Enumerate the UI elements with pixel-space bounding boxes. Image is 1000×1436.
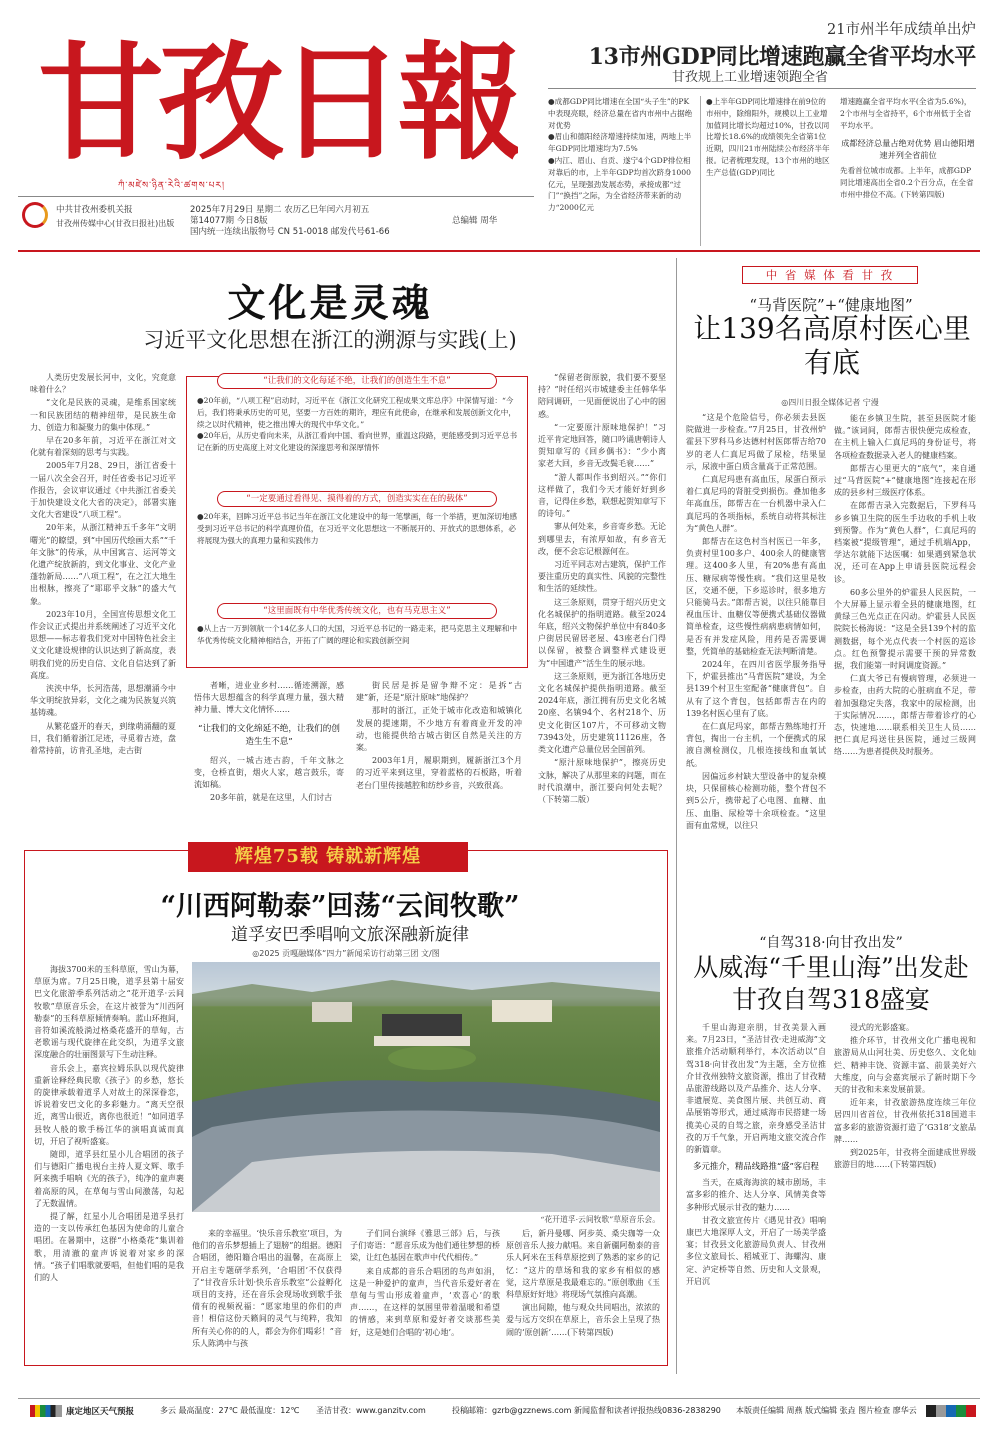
masthead-title: 甘孜日報: [38, 29, 518, 177]
feature-banner: 辉煌75载 铸就新辉煌: [188, 842, 468, 872]
footer-weather: 康定地区天气预报: [66, 1407, 135, 1417]
col-divider: [700, 96, 701, 246]
right-story-col1: “这是个危险信号，你必须去县医院做进一步检查。”7月25日，甘孜州炉霍县下罗科马乡达德村村医郎帮吉给70岁的老人仁真尼玛做了尿检，结果显示，尿液中蛋白质含量高于正常范围。 仁真尼玛患有高血压，尿蛋白预示着仁真尼玛的肾脏受到损伤。叠加他多年高血压，郎帮吉在一台机器中录入仁真尼玛的各项指标，系统自动将其标注为“黄色人群”。 郎帮吉在这色村当村医已一年多，负责村里100多户、400余人的健康管理。这400多人里，有20%患有高血压、糖尿病等慢性病。“我们这里是牧区，交通不便，下乡巡诊时，很多地方只能骑马去。”郎帮吉说，以往只能靠目视血压计、血糖仪等便携式基础仪器做简单检查，这些慢性病病患病情如何，是否有并发症风险，用药是否需要调整，凭简单的基础检查无法判断清楚。 2024年，在四川省医学服务指导下，炉霍县推出“马背医院”建设，为全县139个村卫生室配备“健康背包”。自从有了这个背包，包括郎帮吉在内的139名村医心里有了底。 在仁真尼玛家，郎帮吉熟练地打开背包，掏出一台主机，一个便携式的尿液自测检测仪，几根连接线和血氧试纸。 因偏远乡村缺大型设备中的复杂模块，只保留核心检测功能，整个背包不到5公斤，携带起了心电图、血糖、血压、血脂、尿检等十余项检查。“这里面有血常规，以往只: [686, 413, 826, 830]
feature-headline: “川西阿勒泰”回荡“云间牧歌”: [160, 891, 520, 922]
feature-col3: 子们同台演绎《雅思三部》后，与孩子们寄语：“愿音乐成为他们通往梦想的桥梁，让红色基因在歌声中代代相传。” 来自成都的音乐合唱团的鸟声如涓，这是一种爱护的童声，当代音乐爱好者在草甸与雪山形成着童声，‘欢喜心’的歌声……，在这样的氛围里带着温暖和希望的情感，来到草原和爱好者交谈那些美好，这是她们合唱的‘初心地’。: [350, 1229, 500, 1337]
lead-subhead: 习近平文化思想在浙江的溯源与实践(上): [143, 328, 517, 352]
feature-photo-caption: “花开道孚·云间牧歌”草原音乐会。: [540, 1215, 660, 1224]
right-story-col2: 能在乡镇卫生院，甚至县医院才能做。”该词间，郎帮吉很快便完成检查，在主机上输入仁真尼玛的身份证号，将各项检查数据录入老人的健康档案。 郎帮吉心里更大的“底气”，来自通过“马背医院”+“健康地图”连接起在形成的县乡村三级医疗体系。 在郎帮吉录入完数据后，下罗科马乡乡镇卫生院的医生手边收的手机上收到预警。作为“黄色人群”，仁真尼玛的档案被“提级管理”，通过手机端App，学达尔就能下达医嘱：如果遇到紧急状况，还可在App上申请县医院远程会诊。 60多公里外的炉霍县人民医院，一个大屏幕上显示着全县的健康地图，红黄绿三色光点正在闪动。炉霍县人民医院院长杨海说：“这是全县139个村的监测数据，每个光点代表一个村医的巡诊点。红色预警提示需要干预的异常数据，我们能第一时间调度资源。” 仁真大爷已有慢病管理，必须进一步检查，由药大院的心脏病血不足，带着加强稳定失落，我家中的尿检测，出于实际情况……，郎帮吉带着诊疗的心态，快速地……联系相关卫生人员……把仁真尼玛送往县医院，通过三级网络……为患者提供及时服务。: [834, 414, 976, 757]
publisher-logo-icon: [22, 202, 48, 228]
color-bar-right-icon: [926, 1405, 976, 1417]
top-story-right-col: 增速跑赢全省平均水平(全省为5.6%)，2个市州与全省持平，6个市州低于全省平均水平。 成都经济总量占绝对优势 眉山德阳增速并列全省前位 先看首位城市成都。上半年，成都GDP同比增速高出全省0.2个百分点，在全省市州中排位不高。(下转第四版): [840, 97, 975, 199]
footer-site: 圣洁甘孜：www.ganzitv.com: [316, 1406, 426, 1415]
footer-editors: 本版责任编辑 周燕 版式编辑 张垚 图片检查 廖华云: [736, 1406, 917, 1415]
feature-col4: 后，新丹曼哪、阿步英、桑尖珈等一众原创音乐人接力献唱。来自新疆阿勒泰的音乐人阿米在玉科草原挖到了熟悉的家乡的记忆：“这片的草场和我的家乡有相似的感觉，这片草原是我最难忘的。”原创歌曲《玉科草原好好地》将现场气氛推向高潮。 演出间隙，他与观众共同唱出，浓浓的爱与远方交织在草原上，音乐会上呈现了热闹的‘原创新’……(下转第四版): [506, 1229, 660, 1337]
second-story-col1: 千里山海迎亲朋，甘孜美景入画来。7月23日，“圣洁甘孜·走进威海”文旅推介活动顺利举行，本次活动以“自驾318·向甘孜出发”为主题，全方位推介甘孜州独特文旅资源，推出了甘孜精品旅游线路以及产品推介、达人分享、非遗展览、美食图片展、共创互动、商品展销等形式，通过威海市民搭建一场揽美心灵的自驾之旅，亲身感受圣洁甘孜的万千气象，开启两地文旅交流合作的新篇章。 多元推介，精品线路推“盛”客启程 当天，在威海海滨的城市剧场，丰富多彩的推介、达人分享、风情美食等多种形式展示甘孜的魅力…… 甘孜文旅宣传片《遇见甘孜》唱响康巴大地深厚人文，开启了一场美学盛宴；甘孜县文化旅游局负责人、甘孜州多位文旅局长、稻城亚丁、海螺沟、康定、泸定桥等自然、历史和人文景观，开启沉: [686, 1023, 826, 1286]
lead-summary-box: [186, 376, 528, 668]
publisher-line1: 中共甘孜州委机关报: [56, 205, 133, 215]
right-story-headline: 让139名高原村医心里有底: [693, 312, 971, 379]
lead-col1: 人类历史发展长河中，文化，究竟意味着什么？ “文化是民族的灵魂，是维系国家统一和民族团结的精神纽带，是民族生命力、创造力和凝聚力的集中体现。” 早在20多年前，习近平在浙江对文化就有着深刻的思考与实践。 2005年7月28、29日，浙江省委十一届八次全会召开，时任省委书记习近平作报告，会议审议通过《中共浙江省委关于加快建设文化大省的决定》，部署实施文化大省建设“八项工程”。 20年来，从浙江精神五千多年“文明曙光”的瞭望，到“中国历代绘画大系”“千年文脉”的传承，从中国寓言、运河等文化遗产绽放新韵，到文化事业、文化产业蓬勃新局……“八项工程”，在之江大地生出根脉，擦亮了“耶耶乎文脉”的盛大气象。 2023年10月，全国宣传思想文化工作会议正式提出并系统阐述了习近平文化思想——标志着我们党对中国特色社会主义文化建设规律的认识达到了新高度，表明我们党的历史自信、文化自信达到了新高度。 浃浃中华，长河浩荡，思想潮涌今中华文明绽放异彩，文化之魂为民族复兴筑基铸魂。 从繁花盛开的春天，到缘萌涌翻的夏日，我们循着浙江足迹，寻觅着古迹，盘着常持前，访肯孔圣地，走古街: [30, 373, 176, 756]
masthead-bottom-rule: [18, 250, 980, 252]
box-body-1: ●20年前，“八项工程”启动时，习近平在《浙江文化研究工程成果文库总序》中深情写道：“今后，我们将秉承历史的可见，坚要一方百姓的期许，理应有此使命，在继承和发展创新文化中，续之以时代精神，使之推出博大的现代中华文化。” ●20年后，从历史看向未来，从浙江看向中国、看向世界，重温这段路，更能感受到习近平总书记在新的历史高度上对文化建设的深邃思考和深厚情怀: [197, 396, 518, 453]
top-story-rule: [548, 88, 976, 89]
top-story-bullets-mid: ●上半年GDP同比增速排在前9位的市州中，除绵阳外，规模以上工业增加值同比增长均超过10%，甘孜以同比增长18.6%的成绩领先全省第1位 近期，四川21市州陆续公布经济半年报。记者梳理发现，13个市州的地区生产总值(GDP)同比: [706, 97, 830, 177]
issue-line: 第14077期 今日8版: [190, 216, 268, 226]
box-body-2: ●20年来，回眸习近平总书记当年在浙江文化建设中的每一笔擘画，每一个举措，更加深切地感受到习近平总书记的科学真理价值，在习近平文化思想这一不断展开的、开放式的思想体系，必将展现为强大的真理力量和实践伟力: [197, 512, 518, 545]
footer-email: 投稿邮箱：gzrb@gzznews.com: [452, 1406, 572, 1415]
lead-col-mid: 者晰，进业业乡村……循迹溯源，感悟伟大思想蕴含的科学真理力量，强大精神力量、博大文化情怀…… “让我们的文化绵延不绝，让我们的创造生生不息” 绍兴，一城古迹古韵，千年文脉之变，仓桥直街，烟火人家，越言鼓乐，寄流如稿。 20多年前，就是在这里，人们讨古: [194, 681, 344, 803]
box-title-3: “这里面既有中华优秀传统文化，也有马克思主义”: [217, 603, 497, 619]
footer-hotline: 新闻监督和读者评报热线0836-2838290: [574, 1406, 721, 1415]
lead-headline: 文化是灵魂: [227, 280, 433, 325]
publisher-line2: 甘孜州传媒中心(甘孜日报社)出版: [56, 219, 175, 228]
right-story-byline: ◎四川日报全媒体记者 宁漫: [781, 398, 879, 407]
feature-byline: ◎2025 贡嘎融媒体“四力”新闻采访行动第三团 文/图: [252, 949, 440, 958]
editor-label: 总编辑 周华: [452, 216, 498, 226]
masthead-rule: [18, 196, 534, 197]
box-title-2: “一定要通过看得见、摸得着的方式，创造实实在在的载体”: [217, 491, 497, 507]
feature-subhead: 道孚安巴季唱响文旅深融新旋律: [231, 925, 469, 945]
box-body-3: ●从上古一万到领航一个14亿多人口的大国，习近平总书记的一路走来，把马克思主义理解和中华优秀传统文化精神相结合，开拓了广阔的理论和实践创新空间: [197, 624, 518, 645]
category-tag: 中 省 媒 体 看 甘 孜: [742, 266, 918, 284]
right-story-kicker: “马背医院”+“健康地图”: [749, 296, 913, 314]
footer-rule: [18, 1398, 980, 1399]
feature-photo: [192, 962, 660, 1212]
box-title-1: “让我们的文化每延不绝，让我们的创造生生不息”: [217, 373, 497, 389]
second-story-col2: 浸式的光影盛宴。 推介环节，甘孜州文化广播电视和旅游局从山河壮美、历史悠久、文化灿烂、精神丰饶、资源丰富、前景美好六大维度，向与会嘉宾展示了新时期下今天的甘孜和未来发展前景。 近年来，甘孜旅游热度连续三年位居四川省首位，甘孜州依托318国道丰富多彩的旅游资源打造了‘G318’文旅品牌…… 到2025年，甘孜将全面建成世界级旅游目的地……(下转第四版): [834, 1023, 976, 1170]
top-story-deck: 甘孜规上工业增速领跑全省: [671, 70, 828, 85]
page-column-rule: [676, 258, 677, 1374]
color-bar-icon: [30, 1405, 62, 1417]
cn-line: 国内统一连续出版物号 CN 51-0018 邮发代号61-66: [190, 227, 390, 237]
top-story-bullets-left: ●成都GDP同比增速在全国“头子生”的PK中表现亮眼，经济总量在省内市州中占据绝对优势 ●眉山和德阳经济增速持续加速，两地上半年GDP同比增速均为7.5% ●内江、眉山、自贡、遂宁4个GDP排位相对靠后的市，上半年GDP均首次跻身1000亿元，呈现强劲发展态势，承接成都“过门”“换挡”之际，为全省经济带来新的动力“2000亿元: [548, 97, 693, 213]
masthead-tibetan: ཀཾ་མཛེས་ཉིན་རེའི་ཚགས་པར།: [118, 181, 225, 190]
top-story-kicker: 21市州半年成绩单出炉: [827, 22, 976, 38]
feature-col1: 海拔3700米的玉科草原，雪山为幕，草原为席。7月25日晚，道孚县第十届安巴文化旅游季系列活动之“花开道孚·云间牧歌”草原音乐会，在这片被誉为“川西阿勒泰”的玉科草原倾情奏响。蓝山环抱间，音符如溪流般淌过格桑花盛开的草甸，古老歌谣与现代旋律在此交织，为道孚文旅深度融合的壮丽图景写下生动注释。 音乐会上，嘉宾拉姆乐队以现代旋律重新诠释经典民歌《孩子》的乡愁，悠长的旋律承载着道孚人对故土的深深眷恋，诉说着安巴文化的多彩魅力。“离天空很近，离雪山很近，离你也很近！”如同道孚县牧人般的歌手杨江华的演唱真诚而真切，开启了视听盛宴。 随即，道孚县红星小儿合唱团的孩子们与德阳广播电视台主持人夏文辉、歌手阿来携手唱响《光的孩子》，纯净的童声裹着高原的风，在草甸与雪山间激荡，勾起了无数温情。 提了解，红星小儿合唱团是道孚县打造的一支以传承红色基因为使命的儿童合唱团。在暑期中，这群“小格桑花”集训着歌，用清澈的童声诉说着对家乡的深情。“孩子们唱歌就要唱，但他们唱的是我们的人: [34, 965, 184, 1283]
lead-col3: 街民居是拆是留争辩不定：是拆“古建”新，还是“原汁原味”地保护？ 那时的浙江，正处于城市化改造和城镇化发展的提速期，不少地方有着商业开发的冲动，也能提供给古城古街区自然是关注的方案。 2003年1月，履职期到，履新浙江3个月的习近平来到这里，穿着蓝格的石板路，听着老台门里传接越腔和纺纱乡音，兴致很高。: [356, 681, 522, 790]
feature-col2: 来的幸福里。‘快乐音乐教室’项目，为他们的音乐梦想插上了翅膀”的组据。德阳合唱团，德阳籍合唱出的温馨，在高原上开启主专题研学系列，‘合唱团’不仅获得了“甘孜音乐计划·快乐音乐教室”公益孵化项目的支持，还在音乐会现场收到歌手张倩有的视频祝福：“愿家地里的你们的声音！相信这份天籁间的灵气与纯粹，我知所有关心你的的人，都会为你们喝彩！”音乐人陈鸿中与孩: [192, 1229, 342, 1348]
second-story-kicker: “自驾318·向甘孜出发”: [759, 935, 903, 951]
top-story-headline: 13市州GDP同比增速跑赢全省平均水平: [588, 44, 976, 70]
second-story-headline: 从威海“千里山海”出发赴甘孜自驾318盛宴: [693, 953, 969, 1014]
date-line: 2025年7月29日 星期二 农历乙巳年闰六月初五: [190, 205, 370, 215]
footer-weather-detail: 多云 最高温度：27℃ 最低温度：12℃: [160, 1406, 300, 1415]
lead-col4: “保留老街原貌，我们要不要坚持？”时任绍兴市城建委主任韩华华陪同调研，一见面便说出了心中的困惑。 “一定要原汁原味地保护！”习近平肯定地回答，随口吟诵唐朝诗人贺知章写的《回乡偶书》：“少小离家老大回，乡音无改鬓毛衰……” “游人都叫作书到绍兴。”“你们这样做了，我们今天才能好好到乡音，记得住乡愁，联想起贺知章写下的诗句。” 寥从何处来，乡音寄乡愁。无论到哪里去，有浓厚如故，有乡音无改，便不会忘记根源何在。 习近平同志对古建筑，保护工作要注重历史的真实性、风貌的完整性和生活的延续性。 这三条原则，贯穿于绍兴历史文化名城保护的指明道路。截至2024年底，绍兴文物保护单位中有840多户街居民留居老屋、43座老台门得以保留，被整合调整样式建设更为“中国遗产”活生生的展示地。 这三条原则，更为浙江各地历史文化名城保护提供指明道路。截至2024年底，浙江拥有历史文化名城20座、名镇94个、名村218个、历史文化街区107片，不可移动文物73943处，历史建筑11126座，各类文化遗产总量位居全国前列。 “原汁原味地保护”，擦亮历史文脉，解决了从那里来的问题，而在时代浪潮中，浙江要向何处去呢？（下转第二版）: [538, 373, 666, 804]
